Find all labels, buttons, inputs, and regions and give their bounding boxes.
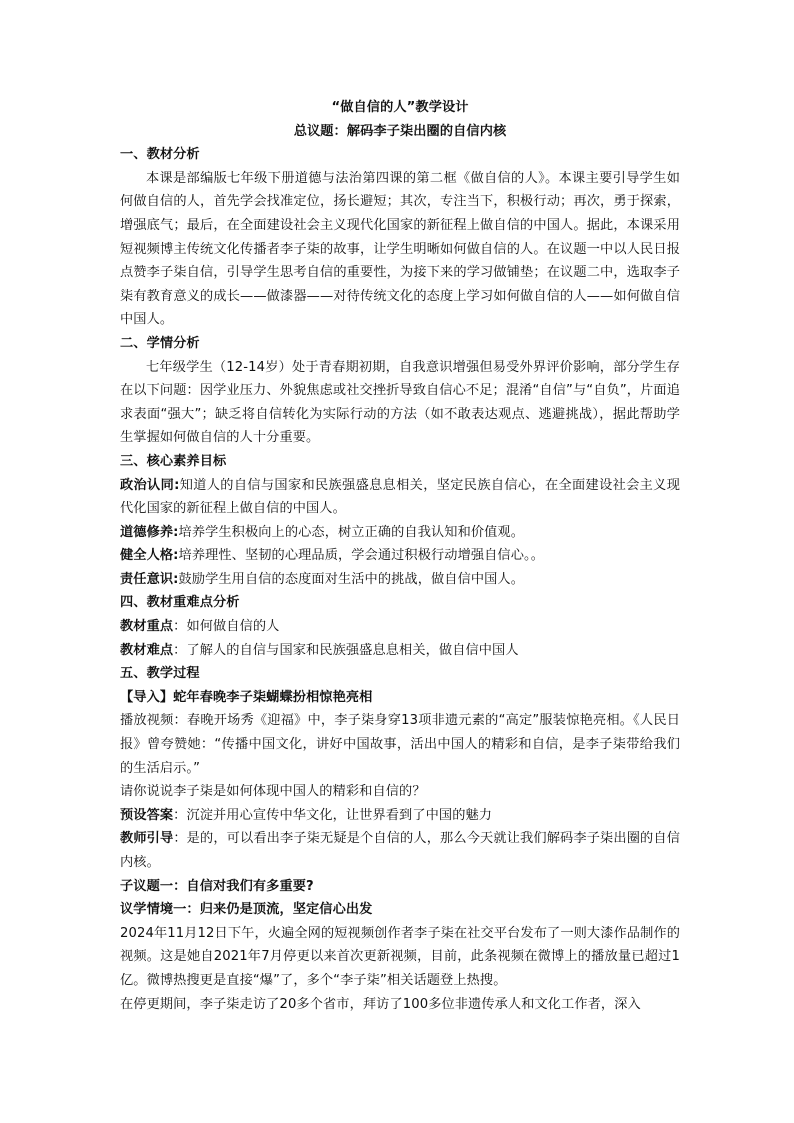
scene-one-paragraph-2: 在停更期间，李子柒走访了20多个省市，拜访了100多位非遗传承人和文化工作者，深入 [120, 996, 641, 1012]
paragraph-textbook-analysis: 本课是部编版七年级下册道德与法治第四课的第二框《做自信的人》。本课主要引导学生如何做自信的人，首先学会找准定位，扬长避短；其次，专注当下，积极行动；再次，勇于探索，增强底气；最后，在全面建设社会主义现代化国家的新征程上做自信的中国人。据此，本课采用短视频博主传统文化传播者李子柒的故事，让学生明晰如何做自信的人。在议题一中以人民日报点赞李子柒自信，引导学生思考自信的重要性，为接下来的学习做铺垫；在议题二中，选取李子柒有教育意义的成长——做漆器——对待传统文化的态度上学习如何做自信的人——如何做自信中国人。 [120, 170, 680, 328]
preset-answer-label: 预设答案 [120, 807, 174, 823]
document-title: “做自信的人”教学设计 [331, 100, 469, 115]
section-heading-textbook-analysis: 一、教材分析 [120, 147, 200, 163]
paragraph-student-analysis: 七年级学生（12-14岁）处于青春期初期，自我意识增强但易受外界评价影响，部分学生存在以下问题：因学业压力、外貌焦虑或社交挫折导致自信心不足；混淆“自信”与“自负”，片面追求表面“强大”；缺乏将自信转化为实际行动的方法（如不敢表达观点、逃避挑战），据此帮助学生掌握如何做自信的人十分重要。 [120, 359, 680, 446]
key-point-text: ：如何做自信的人 [173, 619, 280, 635]
section-heading-core-goals: 三、核心素养目标 [120, 453, 227, 469]
goal-item-responsibility [120, 568, 680, 592]
goal-label: 健全人格: [120, 548, 179, 564]
teacher-guide-text: ：是的，可以看出李子柒无疑是个自信的人，那么今天就让我们解码李子柒出圈的自信内核。 [120, 831, 680, 870]
scene-one-paragraph-1: 2024年11月12日下午，火遍全网的短视频创作者李子柒在社交平台发布了一则大漆作品制作的视频。这是她自2021年7月停更以来首次更新视频，目前，此条视频在微博上的播放量已超过1亿。微博热搜更是直接“爆”了，多个“李子柒”相关话题登上热搜。 [120, 925, 680, 988]
goal-text: 培养学生积极向上的心态，树立正确的自我认知和价值观。 [178, 524, 525, 540]
goal-item-moral [120, 521, 680, 545]
section-heading-teaching-process: 五、教学过程 [120, 666, 200, 682]
key-point-item [120, 615, 680, 639]
intro-paragraph: 播放视频：春晚开场秀《迎福》中，李子柒身穿13项非遗元素的“高定”服装惊艳亮相。《人民日报》曾夸赞她：“传播中国文化，讲好中国故事，活出中国人的精彩和自信，是李子柒带给我们的生活启示。” [120, 713, 680, 776]
preset-answer [120, 804, 680, 828]
goal-text: 培养理性、坚韧的心理品质，学会通过积极行动增强自信心。。 [178, 548, 544, 564]
goal-label: 责任意识: [120, 571, 179, 587]
teacher-guide-label: 教师引导 [120, 831, 174, 847]
difficult-point-text: ：了解人的自信与国家和民族强盛息息相关，做自信中国人 [173, 642, 519, 658]
scene-one-heading: 议学情境一：归来仍是顶流，坚定信心出发 [120, 902, 373, 918]
section-heading-student-analysis: 二、学情分析 [120, 335, 200, 351]
key-point-label: 教材重点 [120, 619, 174, 635]
difficult-point-item [120, 639, 680, 663]
document-subtitle: 总议题：解码李子柒出圈的自信内核 [293, 123, 507, 139]
intro-heading: 【导入】蛇年春晚李子柒蝴蝶扮相惊艳亮相 [120, 689, 373, 705]
teacher-guide [120, 827, 680, 874]
goal-text: 知道人的自信与国家和民族强盛息息相关，坚定民族自信心，在全面建设社会主义现代化国家的新征程上做自信的中国人。 [120, 477, 680, 517]
document-page [120, 96, 680, 1016]
preset-answer-text: ：沉淀并用心宣传中华文化，让世界看到了中国的魅力 [173, 807, 493, 823]
goal-text: 鼓励学生用自信的态度面对生活中的挑战，做自信中国人。 [178, 571, 525, 587]
section-heading-key-points: 四、教材重难点分析 [120, 595, 240, 611]
difficult-point-label: 教材难点 [120, 642, 174, 658]
goal-item-political [120, 474, 680, 521]
goal-label: 道德修养: [120, 524, 179, 540]
goal-label: 政治认同: [120, 477, 180, 493]
goal-item-personality [120, 544, 680, 568]
intro-question: 请你说说李子柒是如何体现中国人的精彩和自信的？ [120, 784, 426, 800]
sub-topic-one-heading: 子议题一：自信对我们有多重要? [120, 878, 314, 894]
